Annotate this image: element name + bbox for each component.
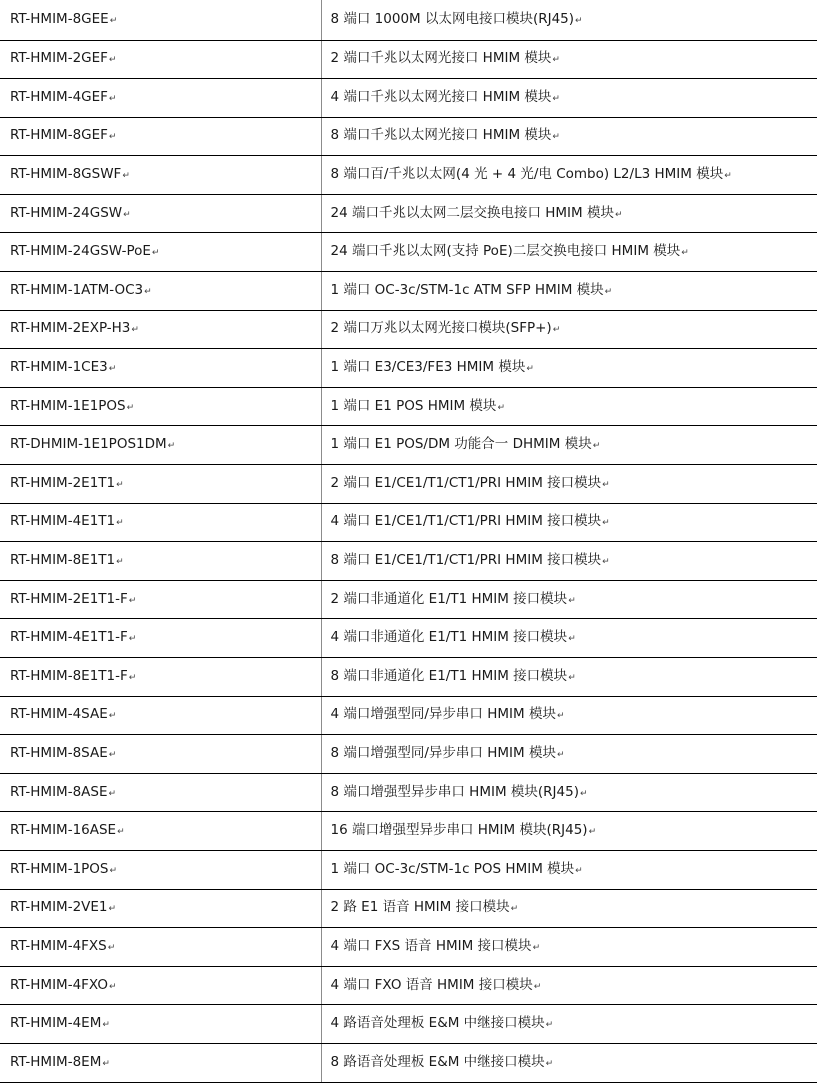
description-text: 8 路语音处理板 E&M 中继接口模块 [330,1053,545,1070]
table-row [0,966,817,1005]
model-text: RT-DHMIM-1E1POS1DM [10,436,167,453]
paragraph-mark-icon: ↵ [116,479,124,490]
paragraph-mark-icon: ↵ [108,904,117,915]
model-cell [0,580,321,619]
model-cell [0,426,321,465]
model-cell [0,696,321,735]
table-row [0,1005,817,1044]
description-text: 4 端口 FXS 语音 HMIM 接口模块 [330,937,532,954]
description-text: 1 端口 OC-3c/STM-1c POS HMIM 模块 [330,860,575,877]
paragraph-mark-icon: ↵ [131,325,139,336]
paragraph-mark-icon: ↵ [579,788,588,799]
paragraph-mark-icon: ↵ [614,209,623,220]
table-row [0,79,817,118]
model-cell [0,1005,321,1044]
table-row [0,233,817,272]
description-text: 8 端口非通道化 E1/T1 HMIM 接口模块 [330,667,568,684]
model-text: RT-HMIM-16ASE [10,822,117,839]
paragraph-mark-icon: ↵ [532,942,541,953]
model-cell [0,310,321,349]
model-text: RT-HMIM-2E1T1-F [10,590,128,607]
description-cell [321,465,817,504]
model-cell [0,812,321,851]
description-text: 1 端口 E1 POS/DM 功能合一 DHMIM 模块 [330,436,592,453]
model-text: RT-HMIM-4E1T1 [10,513,116,530]
description-cell [321,580,817,619]
description-cell [321,79,817,118]
table-row [0,426,817,465]
paragraph-mark-icon: ↵ [552,132,560,143]
model-text: RT-HMIM-1ATM-OC3 [10,281,144,298]
paragraph-mark-icon: ↵ [602,557,610,568]
model-cell [0,850,321,889]
description-text: 8 端口增强型同/异步串口 HMIM 模块 [330,744,556,761]
paragraph-mark-icon: ↵ [545,1020,554,1031]
table-row [0,542,817,581]
description-cell [321,928,817,967]
paragraph-mark-icon: ↵ [107,942,116,953]
description-text: 8 端口增强型异步串口 HMIM 模块(RJ45) [330,783,579,800]
model-cell [0,40,321,79]
model-text: RT-HMIM-1E1POS [10,397,126,414]
model-cell [0,503,321,542]
description-text: 4 端口非通道化 E1/T1 HMIM 接口模块 [330,629,568,646]
description-cell [321,310,817,349]
model-text: RT-HMIM-2EXP-H3 [10,320,131,337]
model-cell [0,0,321,40]
description-cell [321,156,817,195]
description-text: 8 端口百/千兆以太网(4 光 + 4 光/电 Combo) L2/L3 HMIM 模块 [330,166,724,183]
description-text: 4 端口千兆以太网光接口 HMIM 模块 [330,88,552,105]
table-row [0,658,817,697]
model-text: RT-HMIM-8EM [10,1053,102,1070]
description-text: 24 端口千兆以太网(支持 PoE)二层交换电接口 HMIM 模块 [330,243,681,260]
table-row [0,0,817,40]
description-text: 8 端口千兆以太网光接口 HMIM 模块 [330,127,552,144]
description-cell [321,272,817,311]
paragraph-mark-icon: ↵ [128,634,137,645]
description-text: 4 端口 FXO 语音 HMIM 接口模块 [330,976,533,993]
model-cell [0,194,321,233]
paragraph-mark-icon: ↵ [108,711,117,722]
paragraph-mark-icon: ↵ [123,209,131,220]
paragraph-mark-icon: ↵ [510,904,519,915]
table-row [0,503,817,542]
table-row [0,272,817,311]
paragraph-mark-icon: ↵ [552,325,561,336]
table-row [0,696,817,735]
paragraph-mark-icon: ↵ [724,171,732,182]
description-text: 2 端口 E1/CE1/T1/CT1/PRI HMIM 接口模块 [330,474,602,491]
table-row [0,40,817,79]
description-cell [321,233,817,272]
paragraph-mark-icon: ↵ [568,634,576,645]
description-text: 4 端口 E1/CE1/T1/CT1/PRI HMIM 接口模块 [330,513,602,530]
description-cell [321,889,817,928]
paragraph-mark-icon: ↵ [575,865,583,876]
table-row [0,117,817,156]
description-text: 1 端口 E1 POS HMIM 模块 [330,397,497,414]
description-cell [321,696,817,735]
paragraph-mark-icon: ↵ [604,286,613,297]
model-cell [0,1043,321,1082]
model-text: RT-HMIM-1POS [10,860,109,877]
paragraph-mark-icon: ↵ [592,441,601,452]
table-row [0,812,817,851]
paragraph-mark-icon: ↵ [151,248,160,259]
paragraph-mark-icon: ↵ [552,93,560,104]
model-cell [0,735,321,774]
description-text: 8 端口 1000M 以太网电接口模块(RJ45) [330,10,575,27]
paragraph-mark-icon: ↵ [575,15,583,26]
model-text: RT-HMIM-4FXS [10,937,107,954]
model-cell [0,117,321,156]
paragraph-mark-icon: ↵ [497,402,505,413]
model-text: RT-HMIM-8E1T1-F [10,667,128,684]
description-cell [321,387,817,426]
description-text: 2 端口千兆以太网光接口 HMIM 模块 [330,50,552,67]
description-text: 1 端口 OC-3c/STM-1c ATM SFP HMIM 模块 [330,281,604,298]
paragraph-mark-icon: ↵ [109,15,118,26]
model-cell [0,387,321,426]
paragraph-mark-icon: ↵ [552,55,560,66]
paragraph-mark-icon: ↵ [144,286,152,297]
description-text: 2 端口万兆以太网光接口模块(SFP+) [330,320,552,337]
model-text: RT-HMIM-8GEF [10,127,108,144]
model-text: RT-HMIM-2GEF [10,50,108,67]
description-cell [321,735,817,774]
paragraph-mark-icon: ↵ [681,248,689,259]
description-cell [321,542,817,581]
paragraph-mark-icon: ↵ [102,1020,110,1031]
paragraph-mark-icon: ↵ [556,711,565,722]
paragraph-mark-icon: ↵ [526,364,534,375]
paragraph-mark-icon: ↵ [108,55,117,66]
paragraph-mark-icon: ↵ [109,865,118,876]
paragraph-mark-icon: ↵ [102,1058,110,1069]
table-row [0,889,817,928]
model-cell [0,156,321,195]
paragraph-mark-icon: ↵ [568,672,576,683]
model-text: RT-HMIM-4GEF [10,88,108,105]
description-cell [321,1043,817,1082]
paragraph-mark-icon: ↵ [128,595,137,606]
description-text: 16 端口增强型异步串口 HMIM 模块(RJ45) [330,822,588,839]
model-text: RT-HMIM-8GSWF [10,166,122,183]
model-cell [0,465,321,504]
description-cell [321,619,817,658]
model-text: RT-HMIM-4EM [10,1015,102,1032]
description-text: 4 端口增强型同/异步串口 HMIM 模块 [330,706,556,723]
description-cell [321,773,817,812]
model-text: RT-HMIM-4E1T1-F [10,629,128,646]
paragraph-mark-icon: ↵ [568,595,576,606]
table-row [0,349,817,388]
paragraph-mark-icon: ↵ [108,981,117,992]
description-text: 4 路语音处理板 E&M 中继接口模块 [330,1015,545,1032]
paragraph-mark-icon: ↵ [556,749,565,760]
table-row [0,735,817,774]
description-text: 1 端口 E3/CE3/FE3 HMIM 模块 [330,359,526,376]
model-cell [0,349,321,388]
description-text: 2 端口非通道化 E1/T1 HMIM 接口模块 [330,590,568,607]
table-row [0,850,817,889]
table-row [0,1043,817,1082]
model-text: RT-HMIM-2E1T1 [10,474,116,491]
description-cell [321,426,817,465]
model-cell [0,619,321,658]
description-cell [321,812,817,851]
model-cell [0,272,321,311]
table-row [0,465,817,504]
model-cell [0,889,321,928]
paragraph-mark-icon: ↵ [108,132,117,143]
model-cell [0,773,321,812]
description-cell [321,349,817,388]
table-row [0,580,817,619]
model-cell [0,79,321,118]
paragraph-mark-icon: ↵ [122,171,130,182]
model-cell [0,658,321,697]
paragraph-mark-icon: ↵ [116,557,124,568]
description-text: 8 端口 E1/CE1/T1/CT1/PRI HMIM 接口模块 [330,552,602,569]
table-row [0,194,817,233]
table-row [0,156,817,195]
model-text: RT-HMIM-4FXO [10,976,108,993]
description-text: 24 端口千兆以太网二层交换电接口 HMIM 模块 [330,204,614,221]
model-text: RT-HMIM-24GSW [10,204,123,221]
model-text: RT-HMIM-2VE1 [10,899,108,916]
paragraph-mark-icon: ↵ [108,364,117,375]
paragraph-mark-icon: ↵ [126,402,135,413]
description-cell [321,966,817,1005]
model-text: RT-HMIM-24GSW-PoE [10,243,151,260]
model-text: RT-HMIM-4SAE [10,706,108,723]
table-row [0,928,817,967]
description-cell [321,1005,817,1044]
description-text: 2 路 E1 语音 HMIM 接口模块 [330,899,510,916]
model-text: RT-HMIM-8ASE [10,783,108,800]
model-cell [0,966,321,1005]
model-text: RT-HMIM-8SAE [10,744,108,761]
paragraph-mark-icon: ↵ [128,672,137,683]
description-cell [321,117,817,156]
paragraph-mark-icon: ↵ [108,749,117,760]
model-text: RT-HMIM-8E1T1 [10,552,116,569]
table-row [0,773,817,812]
description-cell [321,194,817,233]
paragraph-mark-icon: ↵ [602,479,610,490]
paragraph-mark-icon: ↵ [167,441,176,452]
model-cell [0,928,321,967]
paragraph-mark-icon: ↵ [545,1058,554,1069]
description-cell [321,0,817,40]
description-cell [321,658,817,697]
table-row [0,310,817,349]
paragraph-mark-icon: ↵ [602,518,610,529]
description-cell [321,40,817,79]
model-cell [0,542,321,581]
model-cell [0,233,321,272]
paragraph-mark-icon: ↵ [108,93,117,104]
table-row [0,619,817,658]
model-text: RT-HMIM-1CE3 [10,359,108,376]
paragraph-mark-icon: ↵ [116,518,124,529]
paragraph-mark-icon: ↵ [117,827,125,838]
model-text: RT-HMIM-8GEE [10,10,109,27]
paragraph-mark-icon: ↵ [108,788,117,799]
paragraph-mark-icon: ↵ [533,981,542,992]
paragraph-mark-icon: ↵ [588,827,597,838]
description-cell [321,850,817,889]
table-row [0,387,817,426]
description-cell [321,503,817,542]
